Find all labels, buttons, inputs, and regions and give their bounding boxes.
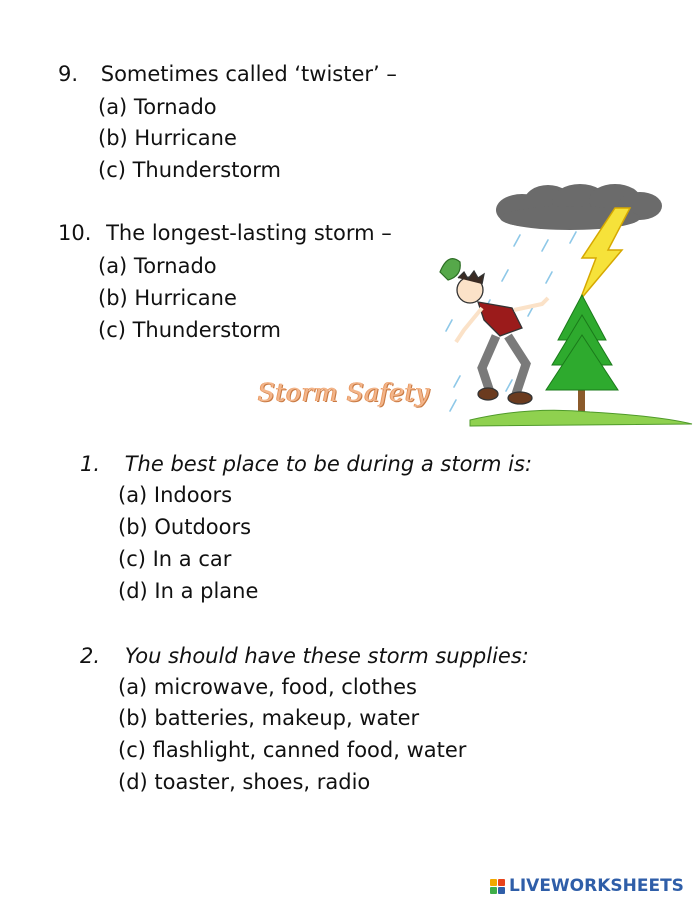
question-number: 10. bbox=[58, 221, 92, 245]
brand-name: LIVEWORKSHEETS bbox=[509, 876, 684, 896]
option-1b[interactable]: (b) Outdoors bbox=[118, 515, 252, 539]
option-1a[interactable]: (a) Indoors bbox=[118, 483, 233, 507]
option-10b[interactable]: (b) Hurricane bbox=[98, 286, 237, 310]
ground-icon bbox=[470, 410, 692, 426]
liveworksheets-logo-icon bbox=[490, 879, 505, 894]
person-icon bbox=[456, 271, 548, 404]
option-10a[interactable]: (a) Tornado bbox=[98, 254, 217, 278]
option-9b[interactable]: (b) Hurricane bbox=[98, 126, 237, 150]
question-9 bbox=[58, 63, 397, 85]
question-number: 1. bbox=[80, 452, 101, 476]
option-9c[interactable]: (c) Thunderstorm bbox=[98, 158, 281, 182]
option-1d[interactable]: (d) In a plane bbox=[118, 579, 259, 603]
question-text: You should have these storm supplies: bbox=[124, 644, 529, 668]
option-2c[interactable]: (c) flashlight, canned food, water bbox=[118, 738, 467, 762]
question-10 bbox=[58, 222, 392, 244]
question-number: 9. bbox=[58, 62, 79, 86]
section-title-storm-safety: Storm Safety bbox=[258, 378, 431, 407]
question-text: The best place to be during a storm is: bbox=[124, 452, 533, 476]
storm-illustration bbox=[430, 180, 700, 430]
question-text: The longest-lasting storm – bbox=[106, 221, 392, 245]
safety-question-2 bbox=[80, 645, 529, 667]
liveworksheets-brand bbox=[490, 876, 684, 896]
question-number: 2. bbox=[80, 644, 101, 668]
option-9a[interactable]: (a) Tornado bbox=[98, 95, 217, 119]
question-text: Sometimes called ‘twister’ – bbox=[100, 62, 397, 86]
storm-cloud-icon bbox=[496, 184, 662, 230]
safety-question-1 bbox=[80, 453, 532, 475]
hat-icon bbox=[440, 259, 460, 280]
tree-icon bbox=[546, 295, 618, 412]
option-1c[interactable]: (c) In a car bbox=[118, 547, 232, 571]
option-10c[interactable]: (c) Thunderstorm bbox=[98, 318, 281, 342]
option-2b[interactable]: (b) batteries, makeup, water bbox=[118, 706, 420, 730]
option-2d[interactable]: (d) toaster, shoes, radio bbox=[118, 770, 371, 794]
option-2a[interactable]: (a) microwave, food, clothes bbox=[118, 675, 417, 699]
